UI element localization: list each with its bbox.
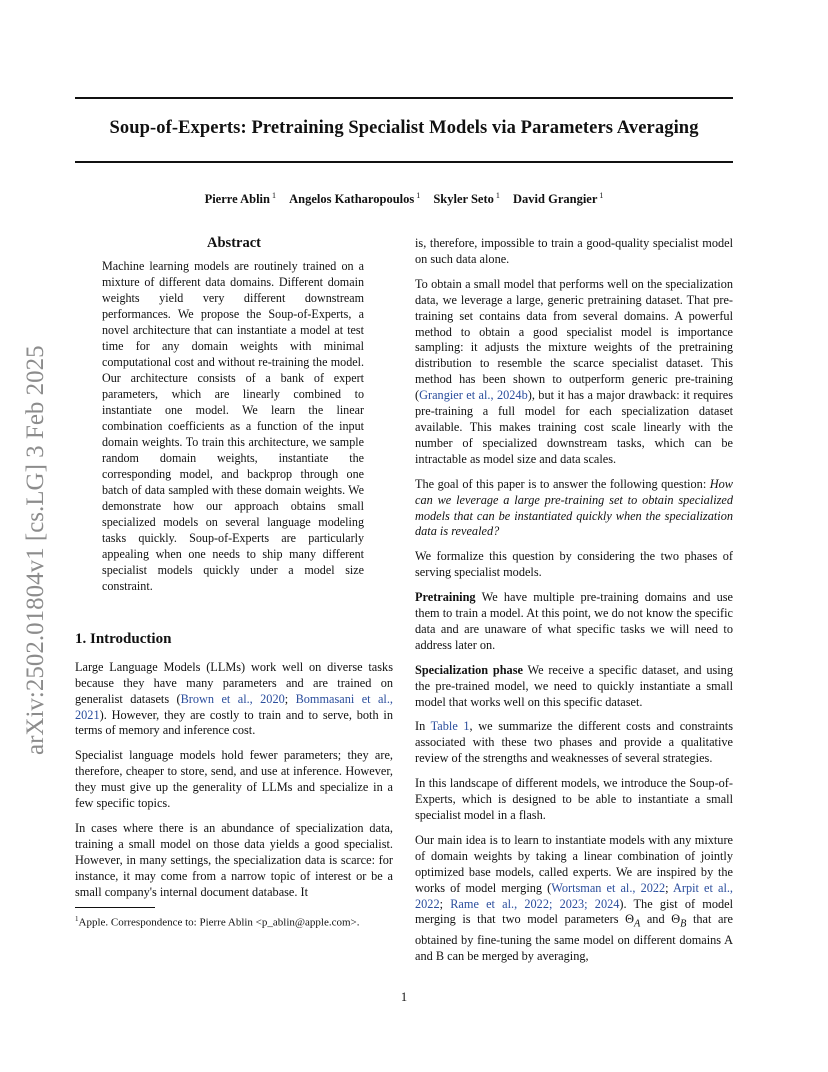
- right-column: [415, 236, 733, 974]
- body-paragraph: is, therefore, impossible to train a good-quality specialist model on such data alone.: [415, 236, 733, 266]
- citation-link[interactable]: Wortsman et al., 2022: [551, 880, 666, 895]
- footnote: $^1$Apple. Correspondence to: Pierre Ablin <p_ablin@apple.com>.: [75, 914, 360, 929]
- body-paragraph: We formalize this question by considering the two phases of serving specialist models.: [415, 549, 733, 580]
- body-paragraph: Our main idea is to learn to instantiate models with any mixture of domain weights by taking a linear combination of jointly optimized base models, called experts. We are inspired by the works of model merging (Wortsman et al., 2022; Arpit et al., 2022; Rame et al., 2022; 2023; 2024). The gist of model merging is that two model parameters $\Theta_A$ and $\Theta_B$ that are obtained by fine-tuning the same model on different domains A and B can be merged by averaging,: [415, 832, 734, 963]
- citation-link[interactable]: Brown et al., 2020: [180, 691, 285, 706]
- citation-link[interactable]: Arpit et al., 2022: [415, 880, 734, 911]
- left-column: [75, 236, 393, 929]
- author: Angelos Katharopoulos $^1$: [289, 191, 421, 207]
- abstract-heading: Abstract: [207, 235, 261, 251]
- table-reference-link[interactable]: Table 1: [430, 719, 470, 734]
- author: David Grangier $^1$: [513, 191, 604, 207]
- page-number: 1: [400, 990, 408, 1004]
- citation-link[interactable]: Bommasani et al., 2021: [75, 691, 393, 722]
- intro-paragraph: In cases where there is an abundance of specialization data, training a small model on those data yields a good specialist. However, in many settings, the specialization data is scarce: for instance, it may come from a narrow topic of interest or be a small company's internal document database. It: [75, 820, 393, 899]
- body-paragraph: In this landscape of different models, we introduce the Soup-of-Experts, which is designed to be able to instantiate a small specialist model in a flash.: [415, 776, 733, 822]
- body-paragraph: The goal of this paper is to answer the following question: How can we leverage a large pre-training set to obtain specialized models that can be instantiated quickly when the specialization data is revealed?: [415, 476, 733, 539]
- intro-paragraph: Specialist language models hold fewer parameters; they are, therefore, cheaper to store, send, and use at inference. However, they must give up the generality of LLMs and specialize in a few specific topics.: [75, 748, 393, 811]
- body-paragraph: Specialization phase We receive a specific dataset, and using the pre-trained model, we need to quickly instantiate a small model that works well on this specific dataset.: [415, 662, 733, 709]
- citation-link[interactable]: Rame et al., 2022; 2023; 2024: [450, 896, 620, 911]
- paragraph-heading: Pretraining: [415, 590, 476, 605]
- paragraph-heading: Specialization phase: [415, 662, 523, 677]
- research-question: How can we leverage a large pre-training set to obtain specialized models that can be instantiated quickly when the specialization data is revealed?: [415, 476, 733, 539]
- top-rule: [75, 97, 733, 99]
- footnote-rule: [75, 907, 155, 908]
- bottom-rule: [75, 161, 733, 163]
- author: Skyler Seto $^1$: [433, 191, 500, 207]
- body-paragraph: To obtain a small model that performs well on the specialization data, we leverage a large, generic pretraining dataset. That pre-training set contains data from several domains. A powerful method to obtain a good specialist model is importance sampling: it adjusts the mixture weights of the pretraining distribution to resemble the scarce specialist dataset. This method has been shown to outperform generic pre-training (Grangier et al., 2024b), but it has a major drawback: it requires pre-training a full model for each specialization dataset available. This makes training cost scale linearly with the number of specialized downstream tasks, which can be intractable as model size and data scales.: [415, 276, 733, 466]
- intro-paragraph: Large Language Models (LLMs) work well on diverse tasks because they have many parameters and are trained on generalist datasets (Brown et al., 2020; Bommasani et al., 2021). However, they are costly to train and to serve, both in terms of memory and inference cost.: [75, 659, 393, 738]
- citation-link[interactable]: Grangier et al., 2024b: [419, 388, 528, 403]
- body-paragraph: In Table 1, we summarize the different costs and constraints associated with these two phases and provide a qualitative review of the strengths and weaknesses of several strategies.: [415, 719, 733, 766]
- section-heading-introduction: 1. Introduction: [75, 630, 172, 647]
- body-paragraph: Pretraining We have multiple pre-training domains and use them to train a model. At this point, we do not know the specific data and are unaware of what specific tasks we will need to address later on.: [415, 590, 733, 652]
- author: Pierre Ablin $^1$: [204, 191, 276, 207]
- paper-title: Soup-of-Experts: Pretraining Specialist Models via Parameters Averaging: [109, 118, 699, 138]
- abstract-text: Machine learning models are routinely trained on a mixture of different data domains. Different domain weights yield very different downstream performances. We propose the Soup-of-Experts, a novel architecture that can instantiate a model at test time for any domain weights with minimal computational cost and without re-training the model. Our architecture consists of a bank of expert parameters, which are linearly combined to instantiate one model. We learn the linear combination coefficients as a function of the input domain weights. To train this architecture, we sample random domain weights, instantiate the corresponding model, and backprop through one batch of data sampled with these domain weights. We demonstrate how our approach obtains small specialized models on several language modeling tasks quickly. Soup-of-Experts are particularly appealing when one needs to ship many different specialist models quickly under a model size constraint.: [102, 258, 364, 593]
- arxiv-identifier[interactable]: arXiv:2502.01804v1 [cs.LG] 3 Feb 2025: [22, 345, 49, 755]
- author-list: [75, 191, 733, 207]
